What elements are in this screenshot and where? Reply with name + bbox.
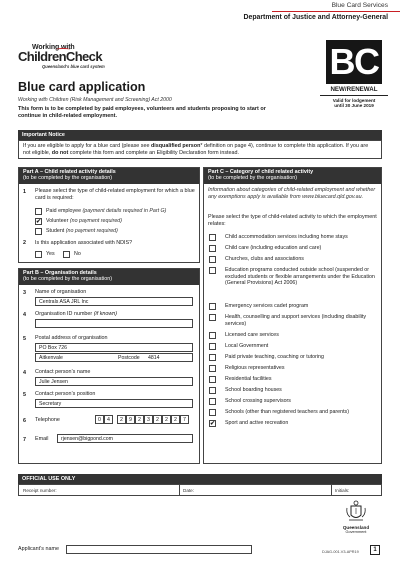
service-name: Blue Card Services (331, 2, 388, 9)
badge-details (320, 86, 388, 109)
question-number: 1 (23, 189, 26, 195)
telephone-label: Telephone (35, 417, 60, 423)
category-checkbox[interactable] (209, 354, 216, 361)
applicant-name-label: Applicant’s name (18, 546, 59, 552)
postal-address-line1[interactable]: PO Box 726 (35, 343, 193, 352)
category-label: Paid private teaching, coaching or tutoring (225, 354, 324, 360)
phone-digit[interactable]: 2 (162, 415, 171, 424)
part-b-heading: Part B – Organisation details (23, 270, 97, 276)
government-name: Government (345, 530, 367, 534)
phone-digit[interactable]: 4 (104, 415, 113, 424)
header-bar (0, 0, 400, 26)
phone-digit[interactable]: 2 (135, 415, 144, 424)
postal-address-line2[interactable] (35, 353, 193, 362)
question-number: 5 (23, 336, 26, 342)
suburb-value: Aitkenvale (39, 355, 63, 361)
organisation-id-field[interactable] (35, 319, 193, 328)
notice-text-3: complete this form and complete an Eligibility Declaration form instead. (68, 150, 240, 156)
paid-employee-checkbox[interactable] (35, 208, 42, 215)
paid-employee-label (46, 208, 166, 215)
form-act: Working with Children (Risk Management and Screening) Act 2000 (18, 97, 172, 103)
validity-line-1: Valid for lodgement (332, 98, 376, 103)
part-b-header (19, 269, 199, 285)
category-label: Sport and active recreation (225, 420, 289, 426)
category-checkbox[interactable] (209, 409, 216, 416)
phone-digit[interactable]: 2 (117, 415, 126, 424)
applicant-name-field[interactable] (66, 545, 252, 554)
phone-digit[interactable]: 3 (144, 415, 153, 424)
notice-bold-1: disqualified person (150, 143, 201, 149)
question-number: 6 (23, 418, 26, 424)
question-number: 5 (23, 392, 26, 398)
contact-position-label: Contact person’s position (35, 391, 96, 397)
office-divider (331, 485, 332, 496)
coat-of-arms-icon (345, 500, 367, 524)
queensland-government-logo (336, 500, 376, 540)
notice-text-2: * definition on page 4), continue to complete this application. If you are not eligible, (23, 143, 369, 156)
office-divider (179, 485, 180, 496)
volunteer-checkbox[interactable]: ✔ (36, 219, 42, 225)
question-number: 2 (23, 240, 26, 246)
organisation-id-note: (if known) (93, 311, 118, 317)
volunteer-label (46, 218, 122, 225)
department-name: Department of Justice and Attorney-General (243, 14, 388, 21)
category-checkbox[interactable] (209, 267, 216, 274)
ndis-question: Is this application associated with NDIS? (35, 240, 133, 246)
phone-digit[interactable]: 2 (153, 415, 162, 424)
category-checkbox[interactable] (209, 387, 216, 394)
category-checkbox[interactable] (209, 245, 216, 252)
logo-tagline: Queensland's blue card system (42, 64, 105, 69)
student-checkbox[interactable] (35, 228, 42, 235)
student-text: Student (46, 228, 65, 234)
employment-type-question: Please select the type of child-related employment for which a blue card is required: (35, 188, 195, 201)
volunteer-text: Volunteer (46, 218, 69, 224)
part-b-subheading: (to be completed by the organisation) (23, 276, 112, 283)
ndis-no-checkbox[interactable] (63, 251, 70, 258)
email-label: Email (35, 436, 49, 442)
part-b-section (18, 268, 200, 464)
part-c-info: Information about categories of child-related employment and whether any exemptions apply is available from www.bluecard.qld.gov.au. (208, 187, 376, 200)
postal-address-label: Postal address of organisation (35, 335, 108, 341)
student-note: (no payment required) (65, 228, 118, 234)
category-label: Residential facilities (225, 376, 272, 382)
phone-digit[interactable]: 9 (126, 415, 135, 424)
part-c-header (204, 168, 381, 184)
application-type: NEW/RENEWAL (320, 86, 388, 96)
email-field[interactable]: rjensen@bigpond.com (57, 434, 193, 443)
category-checkbox[interactable]: ✔ (210, 421, 216, 427)
form-title: Blue card application (18, 80, 146, 94)
category-checkbox[interactable] (209, 332, 216, 339)
organisation-id-label (35, 311, 117, 318)
notice-bold-2: do not (51, 150, 69, 156)
category-label: Churches, clubs and associations (225, 256, 304, 262)
logo-working-with: Working with (32, 44, 75, 51)
part-a-header (19, 168, 199, 184)
part-c-prompt: Please select the type of child-related activity to which the employment relates: (208, 214, 377, 227)
receipt-label: Receipt number: (23, 488, 57, 493)
logo-children-check: ChildrenCheck (18, 49, 102, 64)
category-checkbox[interactable] (209, 398, 216, 405)
contact-name-field[interactable]: Julie Jensen (35, 377, 193, 386)
category-checkbox[interactable] (209, 343, 216, 350)
contact-name-label: Contact person’s name (35, 369, 91, 375)
category-label: Local Government (225, 343, 269, 349)
contact-position-field[interactable]: Secretary (35, 399, 193, 408)
category-label: Emergency services cadet program (225, 303, 309, 309)
notice-body (18, 140, 382, 159)
category-label: Schools (other than registered teachers and parents) (225, 409, 349, 415)
official-use-heading: OFFICIAL USE ONLY (18, 474, 382, 484)
category-checkbox[interactable] (209, 314, 216, 321)
phone-digit[interactable]: 2 (171, 415, 180, 424)
part-c-section (203, 167, 382, 464)
category-checkbox[interactable] (209, 376, 216, 383)
organisation-name-label: Name of organisation (35, 289, 87, 295)
notice-heading: Important Notice (18, 130, 382, 140)
postcode-label: Postcode (118, 355, 140, 361)
category-label: School crossing supervisors (225, 398, 291, 404)
initials-label: Initials: (335, 488, 350, 493)
paid-employee-note: (payment details required in Part G) (82, 208, 167, 214)
volunteer-note: (no payment required) (69, 218, 122, 224)
ndis-yes-checkbox[interactable] (35, 251, 42, 258)
validity-line-2: until 30 June 2019 (334, 103, 374, 109)
date-label: Date: (183, 488, 194, 493)
organisation-id-text: Organisation ID number (35, 311, 93, 317)
ndis-no-label: No (74, 251, 81, 257)
header-rule (272, 11, 400, 12)
part-c-subheading: (to be completed by the organisation) (208, 175, 297, 182)
organisation-name-field[interactable]: Centrals ASA JRL Inc (35, 297, 193, 306)
category-checkbox[interactable] (209, 303, 216, 310)
question-number: 3 (23, 290, 26, 296)
category-label: School boarding houses (225, 387, 282, 393)
form-code: DJAG-001.V3-APR19 (322, 550, 359, 554)
notice-text-1: If you are eligible to apply for a blue card (please see (23, 143, 151, 149)
queensland-name: Queensland (342, 525, 370, 530)
question-number: 7 (23, 437, 26, 443)
paid-employee-text: Paid employee (46, 208, 82, 214)
category-checkbox[interactable] (209, 365, 216, 372)
category-label: Child accommodation services including home stays (225, 234, 348, 240)
part-a-section (18, 167, 200, 263)
category-checkbox[interactable] (209, 256, 216, 263)
ndis-yes-label: Yes (46, 251, 55, 257)
category-label: Education programs conducted outside school (suspended or excluded students or flexible arrangements under the Education (General Provisions) Act 2006) (225, 267, 375, 286)
official-use-box (18, 484, 382, 496)
working-with-children-logo (18, 44, 128, 72)
part-a-subheading: (to be completed by the organisation) (23, 175, 112, 182)
bc-badge: BC (326, 40, 382, 84)
form-intro: This form is to be completed by paid employees, volunteers and students proposing to start or continue in child-related employment. (18, 106, 266, 120)
category-label: Child care (including education and care) (225, 245, 322, 251)
category-label: Religious representatives (225, 365, 285, 371)
part-a-heading: Part A – Child related activity details (23, 169, 116, 175)
part-c-heading: Part C – Category of child related activity (208, 169, 314, 175)
question-number: 4 (23, 370, 26, 376)
phone-digit[interactable]: 0 (95, 415, 104, 424)
student-label (46, 228, 118, 235)
page-number: 1 (370, 545, 380, 555)
question-number: 4 (23, 312, 26, 318)
postcode-value: 4814 (148, 355, 160, 361)
phone-digit[interactable]: 7 (180, 415, 189, 424)
category-label: Licensed care services (225, 332, 279, 338)
category-label: Health, counselling and support services (including disability services) (225, 314, 367, 327)
category-checkbox[interactable] (209, 234, 216, 241)
